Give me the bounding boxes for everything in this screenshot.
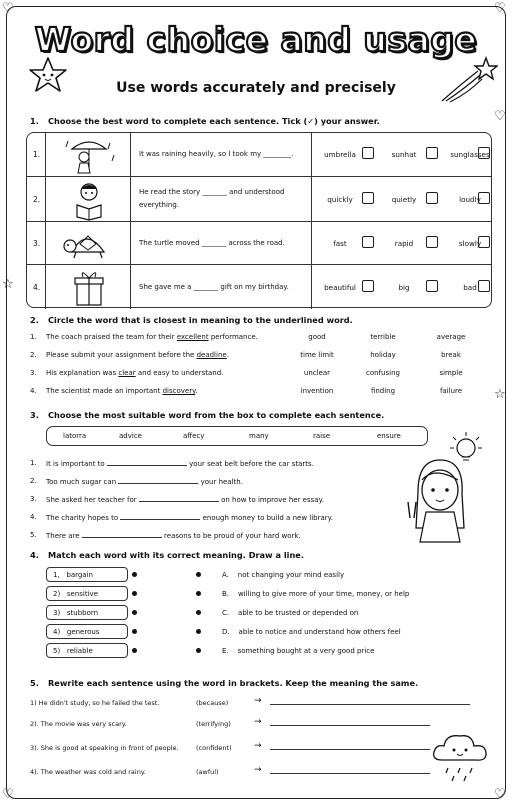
- q4-title: 4. Match each word with its correct meaning. Draw a line.: [30, 550, 304, 560]
- tick-box[interactable]: [478, 147, 490, 159]
- word-option: advice: [119, 432, 142, 440]
- q1-row: 2. He read the story _______ and understood everything. quickly quietly loudly: [27, 176, 491, 221]
- choice[interactable]: average: [436, 333, 466, 341]
- gift-box-icon: [45, 265, 131, 309]
- q1-row: 4. She gave me a _______ gift on my birthday. beautiful big bad: [27, 264, 491, 309]
- choice[interactable]: confusing: [366, 369, 400, 377]
- q2-title: 2. Circle the word that is closest in meaning to the underlined word.: [30, 315, 353, 325]
- word-option: latorra: [63, 432, 87, 440]
- arrow-icon: →: [254, 741, 262, 751]
- tick-box[interactable]: [362, 280, 374, 292]
- word-option: ensure: [377, 432, 401, 440]
- match-word: 2) sensitive: [46, 586, 128, 601]
- match-dot[interactable]: [132, 572, 137, 577]
- answer-line[interactable]: [270, 725, 430, 726]
- tick-box[interactable]: [362, 236, 374, 248]
- option-label: slowly: [458, 239, 482, 248]
- match-word: 3) stubborn: [46, 605, 128, 620]
- tick-box[interactable]: [426, 236, 438, 248]
- choice[interactable]: failure: [439, 387, 463, 395]
- tick-box[interactable]: [362, 147, 374, 159]
- girl-with-umbrella-icon: [45, 133, 131, 176]
- option-label: sunglasses: [450, 150, 490, 159]
- q2-sentence: Please submit your assignment before the deadline.: [46, 351, 229, 359]
- match-word: 4) generous: [46, 624, 128, 639]
- answer-blank[interactable]: [107, 459, 187, 466]
- tick-box[interactable]: [426, 147, 438, 159]
- tick-box[interactable]: [478, 236, 490, 248]
- q5-title: 5. Rewrite each sentence using the word in brackets. Keep the meaning the same.: [30, 678, 419, 688]
- match-meaning: B. willing to give more of your time, money, or help: [222, 590, 410, 598]
- q1-sentence: It was raining heavily, so I took my ________.: [139, 150, 294, 158]
- thinking-girl-icon: [404, 432, 494, 544]
- word-option: raise: [313, 432, 331, 440]
- word-box: [46, 426, 428, 446]
- match-meaning: E. something bought at a very good price: [222, 647, 375, 655]
- arrow-icon: →: [254, 765, 262, 775]
- q1-sentence: He read the story _______ and understood everything.: [139, 188, 285, 209]
- page-title: Word choice and usage: [34, 20, 478, 59]
- match-meaning: D. able to notice and understand how others feel: [222, 628, 401, 636]
- q1-row: 1. It was raining heavily, so I took my ________. umbrella sunhat sunglasses: [27, 133, 491, 176]
- match-meaning: A. not changing your mind easily: [222, 571, 345, 579]
- heart-icon: ♡: [494, 109, 506, 124]
- heart-icon: ♡: [2, 1, 14, 16]
- heart-icon: ♡: [494, 787, 506, 802]
- answer-blank[interactable]: [118, 477, 198, 484]
- arrow-icon: →: [254, 717, 262, 727]
- turtle-icon: [45, 222, 131, 264]
- match-dot[interactable]: [196, 629, 201, 634]
- option-label: fast: [333, 239, 347, 248]
- rain-cloud-icon: [430, 728, 490, 784]
- choice[interactable]: unclear: [303, 369, 331, 377]
- q1-sentence: She gave me a _______ gift on my birthday.: [139, 283, 289, 291]
- answer-line[interactable]: [270, 704, 470, 705]
- tick-box[interactable]: [426, 280, 438, 292]
- answer-blank[interactable]: [139, 495, 219, 502]
- arrow-icon: →: [254, 696, 262, 706]
- star-icon: ☆: [2, 277, 14, 292]
- q1-sentence: The turtle moved _______ across the road.: [139, 239, 285, 247]
- match-dot[interactable]: [132, 648, 137, 653]
- match-dot[interactable]: [196, 572, 201, 577]
- match-word: 5) reliable: [46, 643, 128, 658]
- page-subtitle: Use words accurately and precisely: [116, 80, 396, 96]
- match-dot[interactable]: [196, 648, 201, 653]
- heart-icon: ♡: [494, 1, 506, 16]
- q2-sentence: The coach praised the team for their excellent performance.: [46, 333, 258, 341]
- q2-sentence: His explanation was clear and easy to understand.: [46, 369, 224, 377]
- q1-table: [26, 132, 492, 308]
- match-dot[interactable]: [196, 610, 201, 615]
- choice[interactable]: simple: [439, 369, 463, 377]
- tick-box[interactable]: [478, 280, 490, 292]
- choice[interactable]: holiday: [370, 351, 396, 359]
- choice[interactable]: invention: [300, 387, 334, 395]
- option-label: umbrella: [324, 150, 356, 159]
- star-icon: ☆: [494, 387, 506, 402]
- match-meaning: C. able to be trusted or depended on: [222, 609, 359, 617]
- q2-sentence: The scientist made an important discovery.: [46, 387, 198, 395]
- boy-reading-icon: [45, 177, 131, 221]
- tick-box[interactable]: [426, 192, 438, 204]
- heart-icon: ♡: [2, 787, 14, 802]
- answer-line[interactable]: [270, 773, 430, 774]
- option-label: quietly: [391, 195, 417, 204]
- option-label: quickly: [327, 195, 353, 204]
- match-dot[interactable]: [196, 591, 201, 596]
- match-dot[interactable]: [132, 610, 137, 615]
- answer-line[interactable]: [270, 749, 430, 750]
- q1-row: 3. The turtle moved _______ across the road. fast rapid slowly: [27, 221, 491, 264]
- option-label: big: [398, 283, 410, 292]
- choice[interactable]: time limit: [300, 351, 334, 359]
- option-label: loudly: [459, 195, 481, 204]
- choice[interactable]: finding: [370, 387, 396, 395]
- match-dot[interactable]: [132, 629, 137, 634]
- option-label: beautiful: [324, 283, 356, 292]
- choice[interactable]: terrible: [370, 333, 396, 341]
- tick-box[interactable]: [478, 192, 490, 204]
- q1-title: 1. Choose the best word to complete each sentence. Tick (✓) your answer.: [30, 116, 380, 126]
- q3-title: 3. Choose the most suitable word from the box to complete each sentence.: [30, 410, 385, 420]
- choice[interactable]: good: [308, 333, 326, 341]
- word-option: many: [249, 432, 269, 440]
- option-label: bad: [463, 283, 477, 292]
- answer-blank[interactable]: [120, 513, 200, 520]
- option-label: sunhat: [391, 150, 417, 159]
- answer-blank[interactable]: [82, 531, 162, 538]
- option-label: rapid: [394, 239, 414, 248]
- match-dot[interactable]: [132, 591, 137, 596]
- match-word: 1, bargain: [46, 567, 128, 582]
- tick-box[interactable]: [362, 192, 374, 204]
- choice[interactable]: break: [441, 351, 461, 359]
- word-option: affecy: [183, 432, 205, 440]
